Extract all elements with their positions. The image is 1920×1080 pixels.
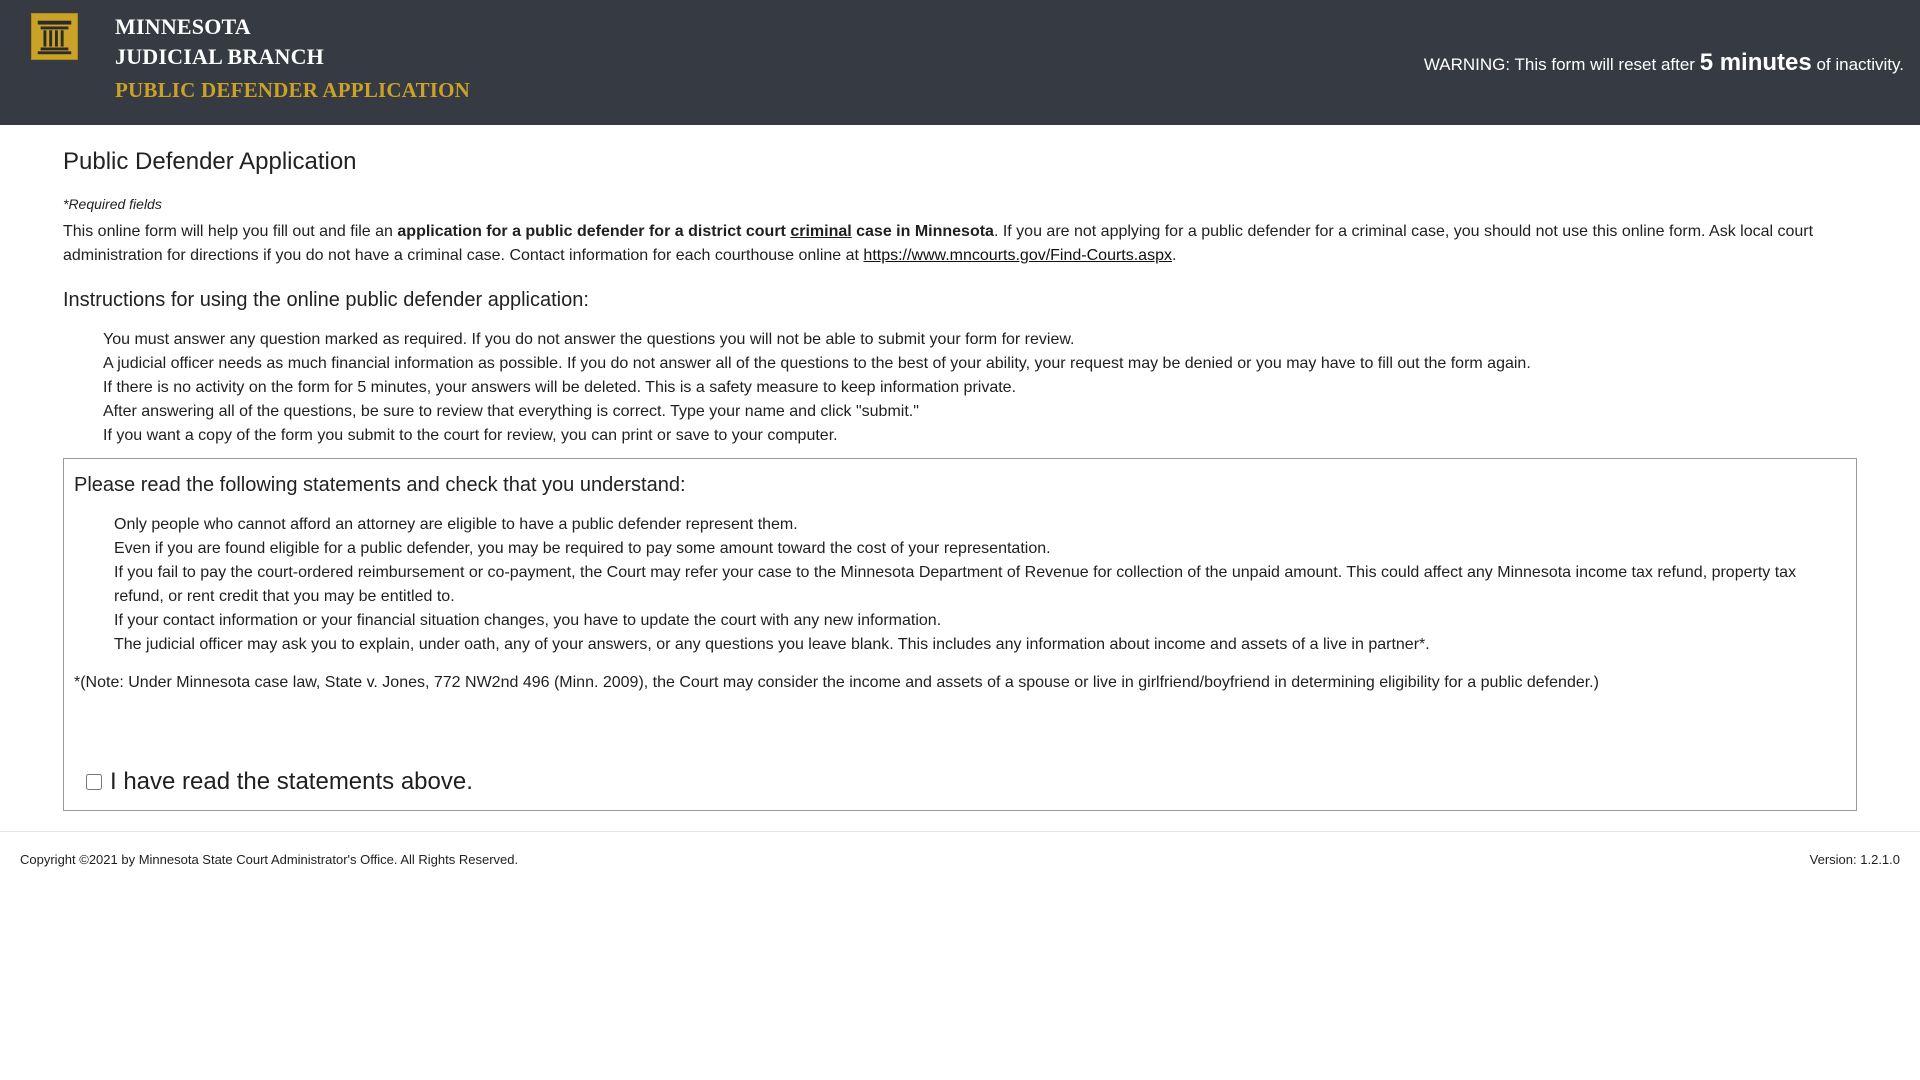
main-content <box>0 125 1920 811</box>
acknowledge-checkbox-label[interactable] <box>86 768 473 796</box>
site-header <box>0 0 1920 125</box>
site-footer <box>0 831 1920 887</box>
list-item: Only people who cannot afford an attorney are eligible to have a public defender represent them. <box>114 516 798 533</box>
intro-paragraph <box>63 220 1857 268</box>
list-item: A judicial officer needs as much financial information as possible. If you do not answer all of the questions to the best of your ability, your request may be denied or you may have to fill out the form again. <box>103 355 1531 372</box>
warning-suffix: of inactivity. <box>1811 55 1904 74</box>
list-item: If there is no activity on the form for 5 minutes, your answers will be deleted. This is a safety measure to keep information private. <box>103 379 1017 396</box>
statements-heading: Please read the following statements and check that you understand: <box>74 474 686 496</box>
intro-text-2: . If you are not applying for a public defender for a criminal case, you should not use this online form. Ask local court administration for directions if you do not have a criminal case. Contact information for each courthouse online at <box>63 223 1814 264</box>
acknowledge-text: I have read the statements above. <box>110 768 473 795</box>
copyright-text: Copyright ©2021 by Minnesota State Court Administrator's Office. All Rights Reserved. <box>20 852 519 867</box>
intro-text-1: This online form will help you fill out and file an <box>63 223 398 240</box>
version-text: Version: 1.2.1.0 <box>1809 852 1900 867</box>
find-courts-link[interactable]: https://www.mncourts.gov/Find-Courts.aspx <box>863 247 1172 264</box>
warning-emphasis: 5 minutes <box>1699 49 1812 76</box>
intro-bold-criminal: criminal <box>790 223 852 240</box>
statements-list <box>114 513 1846 657</box>
list-item: You must answer any question marked as required. If you do not answer the questions you will not be able to submit your form for review. <box>103 331 1075 348</box>
statements-panel <box>63 458 1857 811</box>
brand-state: MINNESOTA <box>115 14 251 39</box>
instructions-list <box>103 328 1857 448</box>
list-item: If your contact information or your financial situation changes, you have to update the court with any new information. <box>114 612 942 629</box>
intro-bold-1: application for a public defender for a district court <box>397 223 791 240</box>
page-title: Public Defender Application <box>63 148 357 175</box>
list-item: The judicial officer may ask you to explain, under oath, any of your answers, or any questions you leave blank. This includes any information about income and assets of a live in partner*. <box>114 636 1430 653</box>
acknowledge-checkbox[interactable] <box>86 774 102 790</box>
list-item: If you fail to pay the court-ordered reimbursement or co-payment, the Court may refer your case to the Minnesota Department of Revenue for collection of the unpaid amount. This could affect any Minnesota income tax refund, property tax refund, or rent credit that you may be entitled to. <box>114 564 1797 605</box>
list-item: If you want a copy of the form you submit to the court for review, you can print or save to your computer. <box>103 427 838 444</box>
list-item: After answering all of the questions, be sure to review that everything is correct. Type your name and click "submit." <box>103 403 919 420</box>
required-fields-note: *Required fields <box>63 196 162 212</box>
intro-bold-2: case in Minnesota <box>851 223 994 240</box>
courthouse-pillar-icon[interactable] <box>31 13 78 60</box>
brand-block <box>115 12 470 107</box>
brand-branch: JUDICIAL BRANCH <box>115 44 324 69</box>
case-law-note: *(Note: Under Minnesota case law, State v. Jones, 772 NW2nd 496 (Minn. 2009), the Court may consider the income and assets of a spouse or live in girlfriend/boyfriend in determining eligibility for a public defender.) <box>74 674 1599 691</box>
warning-prefix: WARNING: This form will reset after <box>1423 55 1700 74</box>
instructions-heading: Instructions for using the online public defender application: <box>63 289 589 311</box>
list-item: Even if you are found eligible for a public defender, you may be required to pay some amount toward the cost of your representation. <box>114 540 1051 557</box>
inactivity-warning <box>1424 49 1904 77</box>
application-name: PUBLIC DEFENDER APPLICATION <box>115 78 471 102</box>
intro-text-3: . <box>1171 247 1177 264</box>
